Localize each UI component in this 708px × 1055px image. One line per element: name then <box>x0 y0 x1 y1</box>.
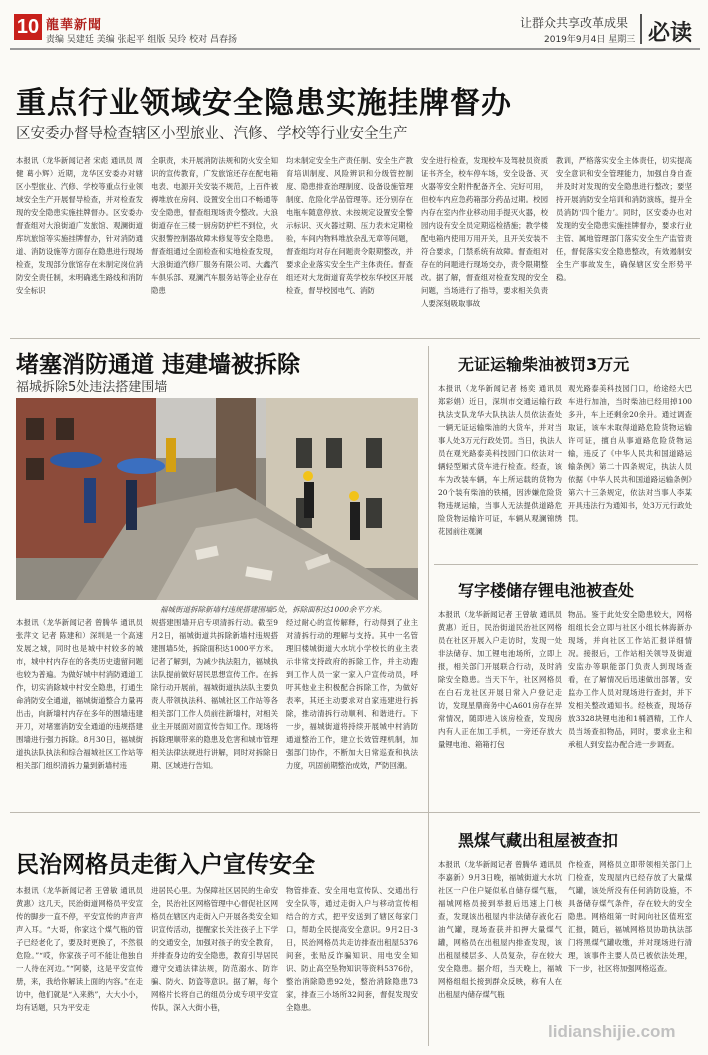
article5-column-2: 进居民心里。为保障社区居民的生命安全，民治社区网格管理中心督促社区网格员在辖区内走街入户开展各类安全知识宣传活动，提醒家长关注孩子上下学的交通安全，加强对孩子的安全教育，并排查身边的安全隐患，教育引导居民遵守交通法律法规，防范溺水、防诈骗、防火、防盗等意识。据了解，每个网格片长将自己的组员分成专项平安宣传队，深入大街小巷， <box>151 886 278 1012</box>
article4-title: 写字楼储存锂电池被查处 <box>458 581 635 600</box>
article2-subtitle: 福城拆除5处违法搭建围墙 <box>16 380 168 395</box>
article6-column-2: 作检查，网格员立即带领相关部门上门检查，发现屋内已经存放了大量煤气罐，该处所没有任何消防设施，不具备储存煤气条件，存在较大的安全隐患。网格组第一时间向社区值班室汇报，随后，福城网格员协助执法部门将黑煤气罐收缴，并对现场进行清理，该事件主要人员已被依法处理，下一步，社区将加强网格巡查。 <box>568 860 692 973</box>
site-watermark: lidianshijie.com <box>548 1022 676 1041</box>
editor-credits: 责编 吴建廷 美编 张起平 组版 吴玲 校对 昌春扬 <box>46 35 238 45</box>
photo-caption: 福城街道拆除新墙村违规搭建围墙5处，拆除面积达1000余平方米。 <box>160 605 387 614</box>
article5-title: 民治网格员走街入户宣传安全 <box>16 852 315 878</box>
demolition-photo <box>16 398 418 600</box>
header-rule <box>10 48 700 50</box>
article1-column-2: 全职责，未开展消防法规和防火安全知识的宣传教育，广发旅馆还存在配电箱电表、电源开关安装不规范，上百件被褥堆放在房间、设置安全出口不畅通等安全隐患，督查组现场责令整改。大浪街道存在三楼一厨房防护栏不到位，火灾报警控制器故障未修复等安全隐患。督查组通过全面检查和实地检查发现，大浪街道汽修厂服务有限公司、大鑫汽车俱乐部、观澜汽车服务站等企业存在隐患 <box>151 156 278 295</box>
article2-title: 堵塞消防通道 违建墙被拆除 <box>16 352 301 378</box>
article4-column-1: 本报讯（龙华新闻记者 王曾敏 通讯员 黄惠）近日，民治街道民治社区网格员在社区开展入户走访时，发现一处非法储存、加工锂电池场所，立即上报，相关部门开展联合行动，及时消除安全隐患。当天下午，社区网格员在白石龙社区开展日常入户登记走访，发现星鼎商务中心A601房存在异常情况，随即进入该房检查，发现房内有人正在加工手机，一旁还存放大量锂电池、箱箱打包 <box>438 610 562 749</box>
article1-column-5: 教训，严格落实安全主体责任，切实提高安全意识和安全管理能力，加强自身自查并及时对发现的安全隐患进行整改；要坚持开展消防安全培训和消防演练，提升全员消防‘四个能力’。同时，区安委办也对发现的安全隐患实施挂牌督办，要求行业主管、属地管理部门落实安全生产监管责任，督促落实安全隐患整改，有效遏制安全生产事故发生，确保辖区安全形势平稳。 <box>556 156 692 282</box>
article5-column-1: 本报讯（龙华新闻记者 王曾敏 通讯员 黄惠）这几天，民治街道网格员平安宣传的脚步一直不停，平安宣传的声音声声入耳。“大哥，你家这个煤气瓶的管子已经老化了，要及时更换了，不然很危险。”“哎，你家孩子可不能让他独自一人待在河边。”“阿婆，这是平安宣传册，来，我给你解读上面的内容。”在走访中，他们就是“入来熟”，大大小小，均有话题，只为平安走 <box>16 886 143 1012</box>
header-divider <box>640 14 642 44</box>
article1-column-1: 本报讯（龙华新闻记者 宋彪 通讯员 周健 葛小辉）近期，龙华区安委办对辖区小型旅业、汽修、学校等重点行业领域安全生产开展督导检查，并对检查发现的安全隐患实施挂牌督办。区安委办督查组对大浪街道广发旅馆、观澜街道库坑旅馆等实施挂牌督办，针对消防通道、消防设施等方面存在隐患进行现场检查，发现部分旅馆存在未制定岗位消防安全责任制，未明确逃生路线和消防安全标识 <box>16 156 143 295</box>
article2-column-2: 规搭建围墙开启专项清拆行动。截至9月2日，福城街道共拆除新墙村违规搭建围墙5处，拆除面积达1000平方米。记者了解到，为减少执法阻力，福城执法队提前做好居民思想宣传工作。在拆除行动开展前，福城街道执法队主要负责人带领执法科、福城社区工作站等各相关部门工作人员前往新墙村，对相关业主开展面对面宣传告知工作。现场将拆除理顺带来的隐患及危害和城市管理相关法律法规进行讲解，同时对拆除日期、区域进行告知。 <box>151 618 278 770</box>
section-divider-lower <box>10 812 700 813</box>
page-header <box>0 0 708 50</box>
section-divider <box>10 338 700 339</box>
article1-subtitle: 区安委办督导检查辖区小型旅业、汽修、学校等行业安全生产 <box>16 126 408 142</box>
article1-column-4: 安全进行检查，发现校车及驾驶员资质证书齐全，校车停车场，安全设备、灭火器等安全附件配备齐全、完好可用，但校车内应急药箱部分药品过期。校园内存在室内作业移动用手提灭火器，校园内设有安全员定期巡检措施；教学楼配电箱内使用万用开关，且开关安装不符合要求，门禁系统有故障。督查组对存在的问题进行现场交办，责令限期整改。据了解，督查组对检查发现的安全问题，当场进行了指导，要求相关负责人要深刻吸取事故 <box>421 156 548 308</box>
article2-column-3: 经过耐心的宣传解释，行动得到了业主对清拆行动的理解与支持。其中一名管理旧楼城街道大水坑小学校长的业主表示非常支持政府的拆除工作，并主动跑到工作人员一家一家入户宣传动员，呼吁其他业主积极配合拆除工作，为做好表率，其还主动要求对自家违建进行拆除，推动清拆行动顺利、和谐进行。下一步，福城街道将持续开展城中村消防通道整治工作，建立长效管理机制，加强部门协作，不断加大日常巡查和执法力度，巩固前期整治成效，严防回潮。 <box>286 618 418 770</box>
page-number: 10 <box>14 14 42 40</box>
header-slogan: 让群众共享改革成果 <box>520 16 629 30</box>
demolition-scene-image <box>16 398 418 600</box>
paper-logo: 龍華新聞 <box>46 18 103 33</box>
issue-date: 2019年9月4日 星期三 <box>544 35 636 45</box>
article4-column-2: 物品。鉴于此处安全隐患较大，网格组组长会立即与社区小组长林海新办现场，并向社区工作站汇报详细情况。接报后，工作站相关领导及街道安监办等职能部门负责人到现场查看，在了解情况后迅速做出部署，安监办工作人员对现场进行查封，并下发相关整改通知书。经核查，现场存放3328块锂电池和1桶酒精，工作人员当场查扣物品，同时，要求业主和承租人到安监办配合进一步调查。 <box>568 610 692 749</box>
section-name: 必读 <box>648 21 693 46</box>
column-divider <box>428 346 429 1046</box>
article5-column-3: 物管排查、安全用电宣传队、交通出行安全队等，通过走街入户与移动宣传相结合的方式，把平安送到了辖区每家门口，帮助全民提高安全意识。9月2日-3日，民治网格员共走访排查出租屋5376间套，张贴反诈骗知识、用电安全知识、防止高空坠物知识等资料5376份，整治消除隐患92处，整治消除隐患73家，排查三小场所32间套，督促发现安全隐患。 <box>286 886 418 1012</box>
article3-column-1: 本报讯（龙华新闻记者 杨奕 通讯员 郑彩娟）近日，深圳市交通运输行政执法支队龙华大队执法人员依法查处一辆无证运输柴油的大货车，并对当事人处3万元行政处罚。当日，执法人员在观光路泰美科技园门口依法对一辆轻型厢式货车进行检查。经查，该车为改装车辆，车上所运载的货物为20个装有柴油的铁桶，因涉嫌危险货物违规运输，当事人无法提供道路危险货物运输许可证，车辆从观澜锦绣花园前往观澜 <box>438 384 562 536</box>
article6-column-1: 本报讯（龙华新闻记者 曾腾华 通讯员 李嘉新）9月3日晚，福城街道大水坑社区一户住户疑似私自储存煤气瓶，福城网格员接到举报后迅速上门核查，发现该出租屋内非法储存液化石油气罐，现场查获并扣押大量煤气罐，网格员在出租屋内排查发现，该出租屋楼层多、人员复杂，存在较大安全隐患。据介绍，当天晚上，福城网格组组长接到群众反映，称有人在出租屋内储存煤气瓶 <box>438 860 562 999</box>
article-divider <box>434 564 698 565</box>
article2-column-1: 本报讯（龙华新闻记者 曾腾华 通讯员 张萍文 记者 陈建和）深圳是一个高速发展之城，同时也是城中村较多的城市，城中村内存在的各类历史遗留问题也较为普遍。为做好城中村消防通道工作，切实消除城中村安全隐患，打通生命消防安全通道，福城街道整合力量再出击，向新墙村内存在多年的围墙违建开刀，对堵塞消防安全通道的违规搭建围墙进行强力拆除。8月30日，福城街道执法队执法和综合福城社区工作站等相关部门组织清拆力量到新墙村违 <box>16 618 143 770</box>
article3-column-2: 观光路泰美科技园门口，给途经大巴车进行加油，当时柴油已经用掉100多升，车上还剩余20余升。通过调查取证，该车未取得道路危险货物运输许可证，擅自从事道路危险货物运输，违反了《中华人民共和国道路运输条例》第二十四条规定，执法人员依据《中华人民共和国道路运输条例》第六十三条规定，依法对当事人李某开具违法行为通知书，处3万元行政处罚。 <box>568 384 692 523</box>
article3-title: 无证运输柴油被罚3万元 <box>458 355 630 374</box>
article1-title: 重点行业领域安全隐患实施挂牌督办 <box>16 86 512 121</box>
article6-title: 黑煤气藏出租屋被查扣 <box>458 831 619 850</box>
article1-column-3: 均未制定安全生产责任制、安全生产教育培训制度、风险辨识和分级管控制度、隐患排查治理制度、设备设施管理制度、危险化学品管理等。还分别存在电瓶车随意停放、未按规定设置安全警示标识、灭火器过期、压力表未定期检验，车间内物料堆放杂乱无章等问题，督查组均对存在问题责令限期整改，并要求企业落实安全生产主体责任。督查组还对大龙街道育英学校东华校区开展检查，督导校园电气、消防 <box>286 156 413 295</box>
